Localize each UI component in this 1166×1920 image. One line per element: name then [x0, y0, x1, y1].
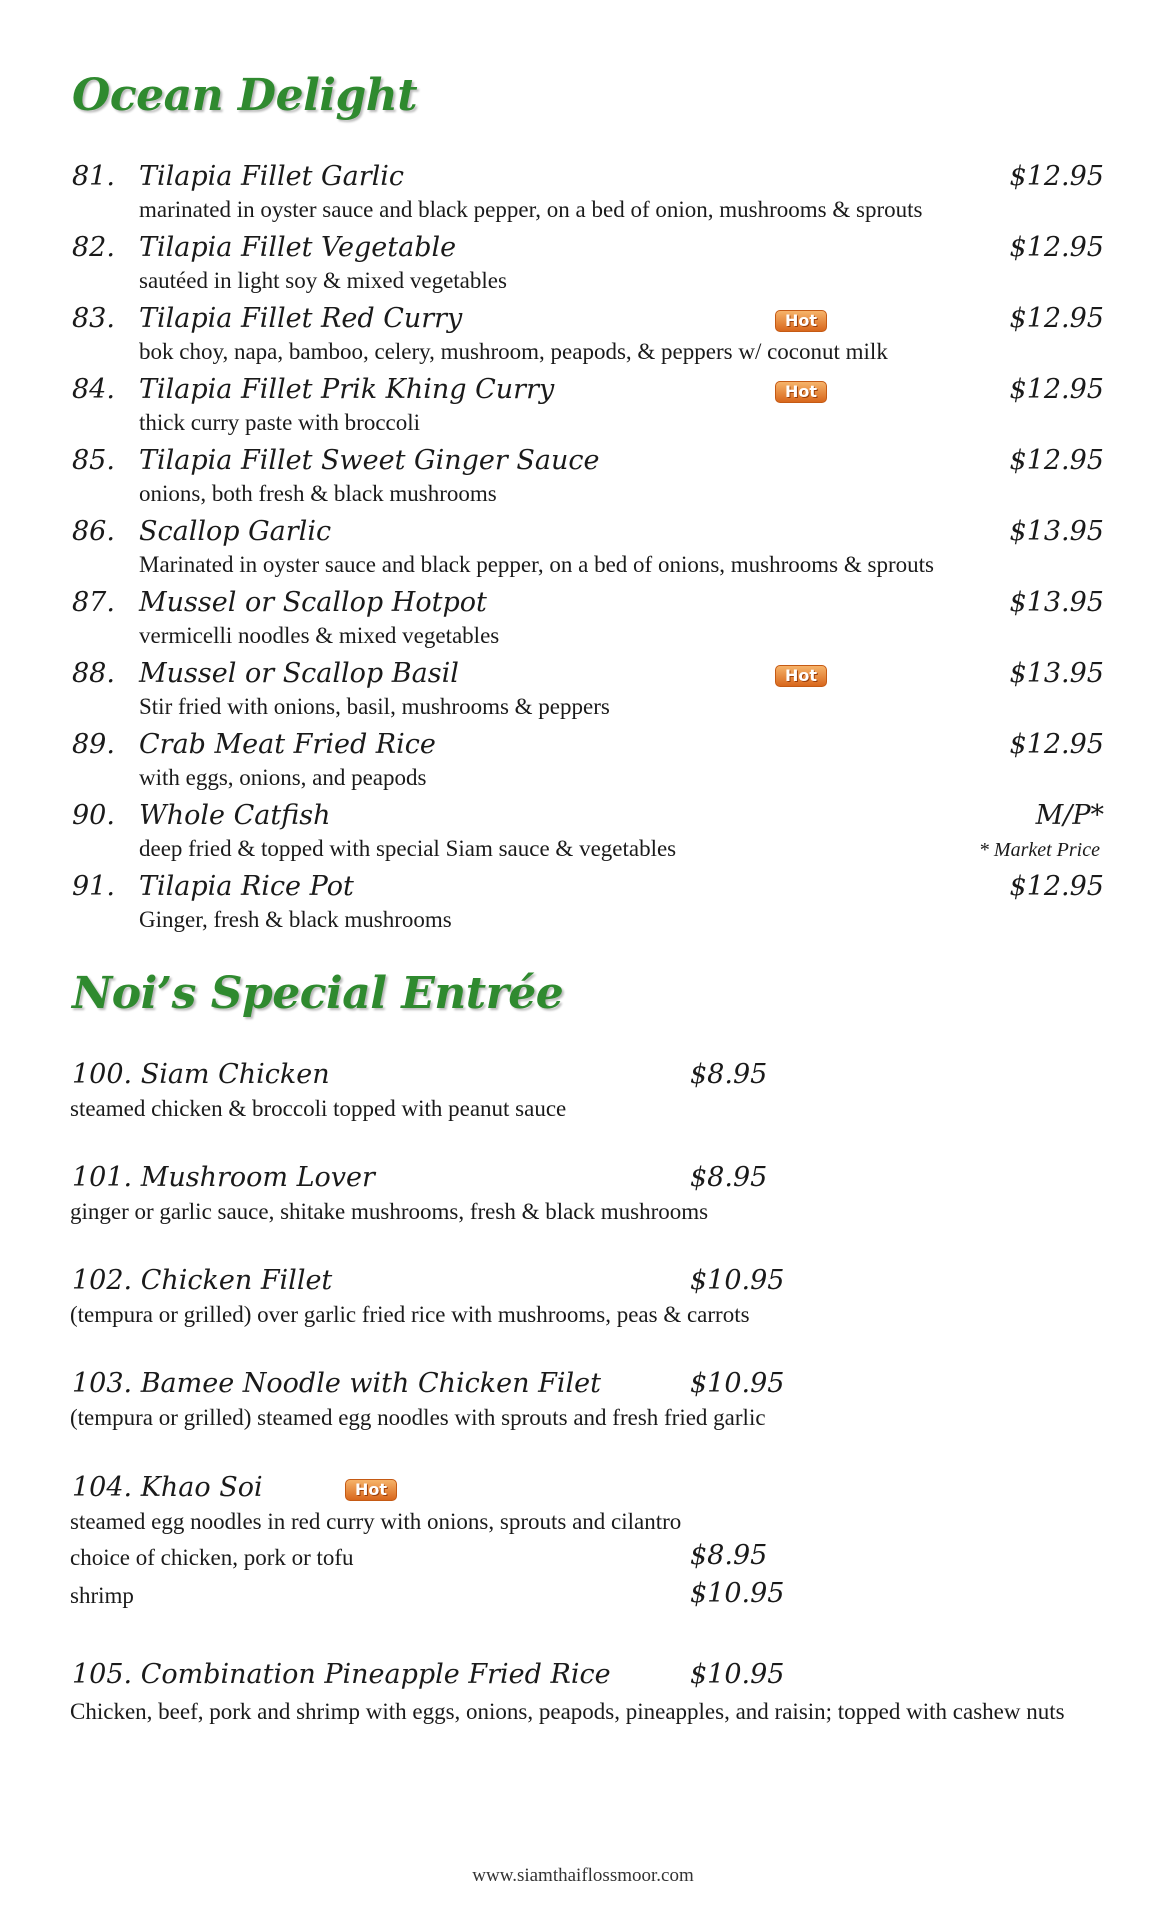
section-heading-special-entree: Noi’s Special Entrée [72, 968, 564, 1019]
hot-badge-icon: Hot [345, 1479, 397, 1501]
item-number: 91. [72, 871, 115, 902]
item-description: sautéed in light soy & mixed vegetables [139, 268, 507, 293]
item-price: $10.95 [690, 1659, 785, 1690]
item-description: vermicelli noodles & mixed vegetables [139, 623, 500, 648]
hot-badge-icon: Hot [775, 381, 827, 403]
item-name: 102. Chicken Fillet [72, 1265, 333, 1296]
item-price: $12.95 [1009, 445, 1104, 476]
item-number: 81. [72, 161, 115, 192]
item-description: bok choy, napa, bamboo, celery, mushroom, peapods, & peppers w/ coconut milk [139, 339, 888, 364]
item-price: $13.95 [1009, 658, 1104, 689]
item-price: $13.95 [1009, 587, 1104, 618]
item-number: 82. [72, 232, 115, 263]
item-name: Tilapia Fillet Prik Khing Curry [139, 374, 555, 405]
item-description: Marinated in oyster sauce and black pepper, on a bed of onions, mushrooms & sprouts [139, 552, 934, 577]
item-price: $12.95 [1009, 374, 1104, 405]
item-price: $12.95 [1009, 303, 1104, 334]
item-name: 104. Khao Soi [72, 1472, 263, 1503]
item-description: Stir fried with onions, basil, mushrooms & peppers [139, 694, 610, 719]
item-price: $12.95 [1009, 871, 1104, 902]
item-name: Scallop Garlic [139, 516, 332, 547]
item-description: with eggs, onions, and peapods [139, 765, 427, 790]
hot-badge-icon: Hot [775, 310, 827, 332]
item-description: (tempura or grilled) over garlic fried rice with mushrooms, peas & carrots [70, 1302, 750, 1327]
item-name: Whole Catfish [139, 800, 331, 831]
item-description: steamed egg noodles in red curry with onions, sprouts and cilantro [70, 1509, 682, 1534]
item-price: $10.95 [690, 1265, 785, 1296]
option-price: $10.95 [690, 1578, 785, 1609]
item-description: onions, both fresh & black mushrooms [139, 481, 497, 506]
item-description: deep fried & topped with special Siam sauce & vegetables [139, 836, 677, 861]
item-name: Crab Meat Fried Rice [139, 729, 436, 760]
item-name: Tilapia Fillet Garlic [139, 161, 404, 192]
item-number: 89. [72, 729, 115, 760]
item-price: $12.95 [1009, 729, 1104, 760]
section-heading-ocean-delight: Ocean Delight [72, 70, 418, 121]
market-price-note: * Market Price [978, 839, 1100, 861]
hot-badge-icon: Hot [775, 665, 827, 687]
item-description: thick curry paste with broccoli [139, 410, 421, 435]
item-name: Tilapia Fillet Red Curry [139, 303, 463, 334]
item-number: 83. [72, 303, 115, 334]
option-label: shrimp [70, 1583, 134, 1608]
item-name: 101. Mushroom Lover [72, 1162, 375, 1193]
item-name: 105. Combination Pineapple Fried Rice [72, 1659, 611, 1690]
item-description: Chicken, beef, pork and shrimp with eggs, onions, peapods, pineapples, and raisin; topped with cashew nuts [70, 1699, 1065, 1724]
item-price: $8.95 [690, 1059, 768, 1090]
item-number: 90. [72, 800, 115, 831]
item-number: 86. [72, 516, 115, 547]
item-name: 103. Bamee Noodle with Chicken Filet [72, 1368, 601, 1399]
item-description: ginger or garlic sauce, shitake mushrooms, fresh & black mushrooms [70, 1199, 709, 1224]
item-name: 100. Siam Chicken [72, 1059, 330, 1090]
item-number: 88. [72, 658, 115, 689]
item-number: 85. [72, 445, 115, 476]
item-price: $12.95 [1009, 232, 1104, 263]
item-price: M/P* [1035, 800, 1104, 831]
option-label: choice of chicken, pork or tofu [70, 1545, 354, 1570]
item-price: $12.95 [1009, 161, 1104, 192]
item-name: Tilapia Rice Pot [139, 871, 354, 902]
option-price: $8.95 [690, 1540, 768, 1571]
item-number: 87. [72, 587, 115, 618]
item-price: $13.95 [1009, 516, 1104, 547]
item-number: 84. [72, 374, 115, 405]
item-name: Mussel or Scallop Hotpot [139, 587, 487, 618]
website-url[interactable]: www.siamthaiflossmoor.com [472, 1865, 694, 1886]
item-name: Tilapia Fillet Sweet Ginger Sauce [139, 445, 600, 476]
item-price: $8.95 [690, 1162, 768, 1193]
item-description: Ginger, fresh & black mushrooms [139, 907, 452, 932]
item-description: marinated in oyster sauce and black pepper, on a bed of onion, mushrooms & sprouts [139, 197, 923, 222]
item-description: (tempura or grilled) steamed egg noodles with sprouts and fresh fried garlic [70, 1405, 766, 1430]
item-price: $10.95 [690, 1368, 785, 1399]
item-name: Tilapia Fillet Vegetable [139, 232, 457, 263]
item-name: Mussel or Scallop Basil [139, 658, 459, 689]
item-description: steamed chicken & broccoli topped with peanut sauce [70, 1096, 567, 1121]
